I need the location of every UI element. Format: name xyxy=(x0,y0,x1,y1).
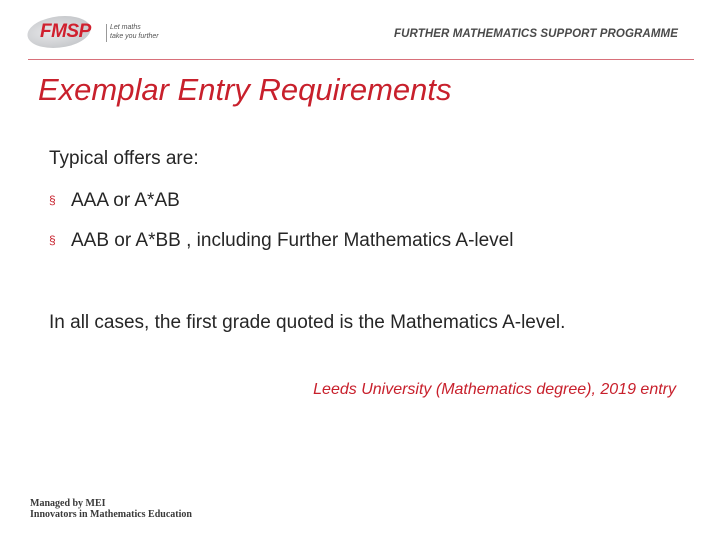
programme-name: FURTHER MATHEMATICS SUPPORT PROGRAMME xyxy=(394,28,678,40)
list-item-text: AAA or A*AB xyxy=(71,190,180,211)
offer-list xyxy=(49,190,513,270)
source-citation: Leeds University (Mathematics degree), 2019 entry xyxy=(313,381,676,398)
slide-title: Exemplar Entry Requirements xyxy=(38,72,452,107)
header-divider xyxy=(28,59,694,60)
footer-managed-by: Managed by MEI xyxy=(30,498,106,509)
square-bullet-icon: § xyxy=(49,193,56,207)
note-text: In all cases, the first grade quoted is the Mathematics A-level. xyxy=(49,312,566,333)
fmsp-logo xyxy=(28,14,178,50)
square-bullet-icon: § xyxy=(49,233,56,247)
mei-footer xyxy=(30,498,230,522)
intro-text: Typical offers are: xyxy=(49,148,199,169)
list-item xyxy=(49,190,513,210)
list-item xyxy=(49,230,513,250)
footer-org-name: Innovators in Mathematics Education xyxy=(30,509,192,520)
logo-tagline-1: Let maths xyxy=(110,24,141,31)
logo-divider xyxy=(106,24,107,42)
logo-tagline-2: take you further xyxy=(110,33,159,40)
logo-wordmark: FMSP xyxy=(40,21,91,42)
list-item-text: AAB or A*BB , including Further Mathematics A-level xyxy=(71,230,514,251)
